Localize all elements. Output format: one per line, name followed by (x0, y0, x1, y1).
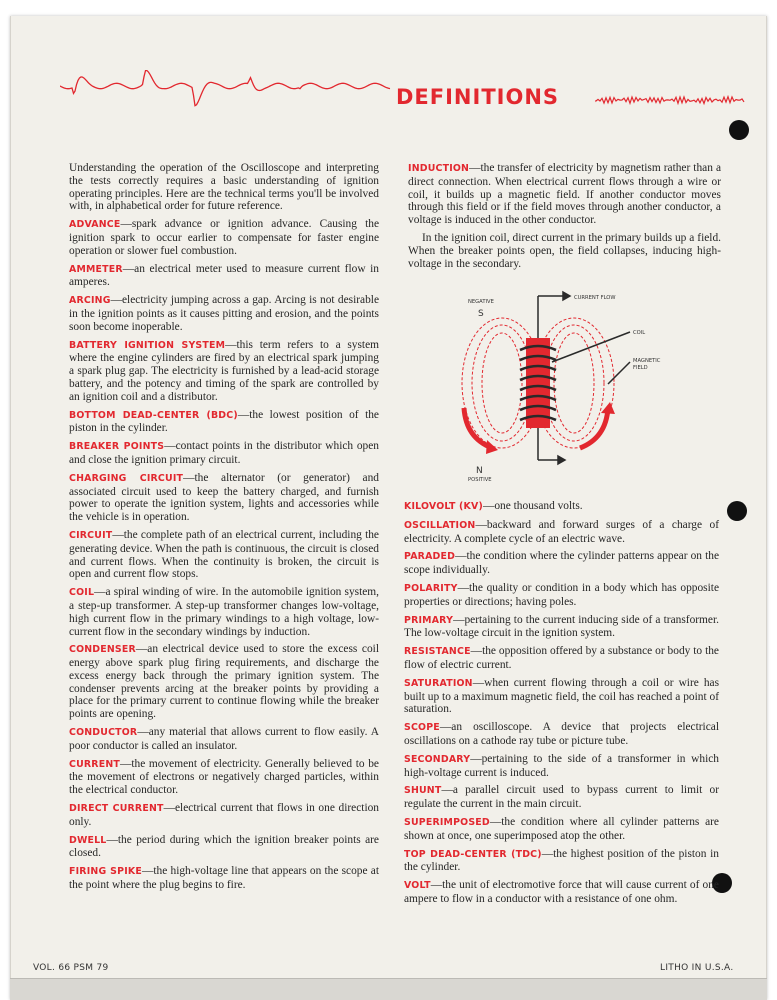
definition-text: —electricity jumping across a gap. Arcing is not desirable in the ignition points as it causes pitting and erosion, and the points soon become inoperable. (69, 294, 379, 333)
induction-paragraph: In the ignition coil, direct current in the primary builds up a field. When the breaker points open, the field collapses, inducing high-voltage in the secondary. (408, 231, 721, 270)
binder-hole-middle (727, 501, 747, 521)
definition-entry (69, 409, 379, 436)
definition-term: PRIMARY (404, 614, 454, 626)
definition-text: —electrical current that flows in one direction only. (69, 802, 379, 828)
definition-text: —the lowest position of the piston in the cylinder. (69, 408, 379, 435)
definition-entry (69, 865, 379, 892)
definition-entry (404, 582, 719, 609)
definition-entry (69, 834, 379, 861)
definition-term: SUPERIMPOSED (404, 816, 490, 828)
definition-text: —the unit of electromotive force that will cause current of one ampere to flow in a conductor with a resistance of one ohm. (404, 879, 719, 905)
definition-entry (404, 721, 719, 748)
definition-entry (404, 645, 719, 672)
negative-label: NEGATIVE (468, 299, 494, 305)
page-title: DEFINITIONS (396, 85, 560, 109)
definition-text: —a parallel circuit used to bypass current to limit or regulate the current in the main circuit. (404, 784, 719, 811)
definition-text: —the alternator (or generator) and associated circuit used to keep the battery charged, and furnish power to operate the ignition system, lights and accessories while the vehicle is in operation. (69, 471, 379, 524)
definition-text: —when current flowing through a coil or wire has built up to a maximum magnetic field, the coil has reached a point of saturation. (404, 676, 719, 716)
positive-label: POSITIVE (468, 477, 492, 483)
definition-entry (404, 614, 719, 641)
definition-term: AMMETER (69, 263, 123, 275)
page-bottom-edge (10, 978, 767, 1000)
definition-term: ADVANCE (69, 219, 121, 231)
definition-term: FIRING SPIKE (69, 866, 142, 878)
definition-entry (404, 500, 719, 514)
right-column-bottom (404, 500, 719, 911)
definition-text: —the opposition offered by a substance or body to the flow of electric current. (404, 645, 719, 671)
field-label: FIELD (633, 365, 648, 371)
definition-text: —the quality or condition in a body which has opposite properties or directions; having poles. (404, 581, 719, 608)
footer-printer: LITHO IN U.S.A. (660, 963, 734, 973)
south-pole-label: S (478, 309, 484, 319)
definition-entry (69, 643, 379, 721)
definition-term: TOP DEAD-CENTER (TDC) (404, 848, 542, 860)
definition-entry (404, 784, 719, 811)
definition-text: —pertaining to the current inducing side of a transformer. The low-voltage circuit in the ignition system. (404, 613, 719, 640)
magnetic-label: MAGNETIC (633, 358, 661, 364)
definition-entry (69, 586, 379, 638)
definition-term: RESISTANCE (404, 646, 471, 658)
definition-entry (404, 879, 719, 906)
definition-term: KILOVOLT (KV) (404, 501, 483, 512)
definition-term: ARCING (69, 295, 111, 307)
definition-term: PARADED (404, 551, 456, 563)
definition-term: BREAKER POINTS (69, 441, 165, 453)
definition-term: BATTERY IGNITION SYSTEM (69, 339, 226, 351)
definition-text: —the transfer of electricity by magnetism rather than a direct connection. When electrical current flows through a wire or coil, it builds up a magnetic field. If another conductor moves through this field or if the field moves through another conductor, a voltage is induced in the other conductor. (408, 162, 721, 227)
definition-entry (404, 848, 719, 875)
definition-term: CONDENSER (69, 644, 136, 656)
definition-term: CURRENT (69, 758, 120, 770)
definition-text: —this term refers to a system where the engine cylinders are fired by an electrical spark jumping a spark plug gap. The electricity is furnished by a lead-acid storage battery, and the potency and timing of the spark are controlled by an ignition coil and a distributor. (69, 338, 379, 403)
definition-entry (404, 550, 719, 577)
definition-text: —one thousand volts. (482, 500, 583, 512)
definition-entry (69, 440, 379, 467)
definition-term: POLARITY (404, 582, 458, 594)
definition-text: —an oscilloscope. A device that projects electrical oscillations on a cathode ray tube or picture tube. (404, 721, 719, 747)
coil-magnetic-field-diagram (440, 288, 670, 488)
definition-text: —any material that allows current to flow easily. A poor conductor is called an insulator. (69, 726, 379, 752)
north-pole-label: N (476, 466, 483, 476)
definition-entry (69, 758, 379, 797)
definition-entry (408, 162, 721, 227)
coil-label: COIL (633, 330, 646, 336)
definition-term: SCOPE (404, 722, 440, 734)
definition-text: —the highest position of the piston in the cylinder. (404, 847, 719, 874)
definition-entry (69, 339, 379, 404)
definition-text: —the period during which the ignition breaker points are closed. (69, 833, 379, 860)
definition-entry (69, 218, 379, 257)
definition-text: —the condition where all cylinder patterns are shown at once, one superimposed atop the other. (404, 815, 719, 842)
definition-text: —the high-voltage line that appears on the scope at the point where the plug begins to fire. (69, 865, 379, 892)
definition-entry (404, 519, 719, 546)
definition-text: —an electrical device used to store the excess coil energy above spark plug firing requirements, and discharge the excess energy back through the primary ignition system. The condenser prevents arcing at the breaker points by providing a place for the primary current to continue flowing while the breaker points are opening. (69, 643, 379, 721)
footer-volume: VOL. 66 PSM 79 (33, 963, 109, 973)
definition-entry (69, 802, 379, 829)
definition-term: SATURATION (404, 677, 473, 689)
definition-text: —a spiral winding of wire. In the automobile ignition system, a step-up transformer. A step-up transformer changes low-voltage, high current flow in the primary windings to a high voltage, low-current flow in the secondary windings by induction. (69, 586, 379, 638)
definition-entry (69, 472, 379, 524)
definition-term: DIRECT CURRENT (69, 803, 164, 815)
definition-text: —an electrical meter used to measure current flow in amperes. (69, 262, 379, 289)
current-flow-label: CURRENT FLOW (574, 295, 616, 301)
definition-entry (69, 263, 379, 290)
definition-entry (69, 529, 379, 581)
definition-term: OSCILLATION (404, 519, 476, 531)
definitions-list-left (69, 218, 379, 892)
definition-text: —the complete path of an electrical current, including the generating device. When the path is continuous, the circuit is closed and current flows. When the continuity is broken, the circuit is open and current flow stops. (69, 528, 379, 581)
definition-entry (404, 677, 719, 716)
definition-text: —backward and forward surges of a charge of electricity. A complete cycle of an electric wave. (404, 518, 719, 545)
definition-term: VOLT (404, 880, 431, 892)
left-column (69, 162, 379, 897)
definition-entry (69, 294, 379, 333)
definition-term: SECONDARY (404, 753, 471, 765)
definition-text: —the movement of electricity. Generally believed to be the movement of electrons or negatively charged particles, within the electrical conductor. (69, 757, 379, 797)
definition-term: BOTTOM DEAD-CENTER (BDC) (69, 409, 238, 421)
definition-entry (69, 726, 379, 753)
definition-term: CHARGING CIRCUIT (69, 472, 184, 484)
definition-text: —spark advance or ignition advance. Causing the ignition spark to occur earlier to compensate for faster engine operation or slower fuel combustion. (69, 218, 379, 257)
definition-term: COIL (69, 587, 95, 599)
definition-term: SHUNT (404, 785, 442, 797)
definition-entry (404, 753, 719, 780)
definition-entry (404, 816, 719, 843)
definition-term: DWELL (69, 834, 107, 846)
definition-term: CONDUCTOR (69, 727, 138, 739)
definition-term: INDUCTION (408, 163, 470, 174)
definition-text: —pertaining to the side of a transformer in which high-voltage current is induced. (404, 752, 719, 779)
intro-paragraph: Understanding the operation of the Oscilloscope and interpreting the tests correctly requires a basic understanding of ignition operating principles. Here are the technical terms you'll be involved with, in alphabetical order for future reference. (69, 162, 379, 213)
right-column-top (408, 162, 721, 275)
definition-text: —contact points in the distributor which open and close the ignition primary circuit. (69, 440, 379, 466)
definition-term: CIRCUIT (69, 529, 113, 541)
oscilloscope-wave-graphic (60, 44, 750, 124)
definition-text: —the condition where the cylinder patterns appear on the scope individually. (404, 550, 719, 577)
definitions-list-right (404, 500, 719, 906)
